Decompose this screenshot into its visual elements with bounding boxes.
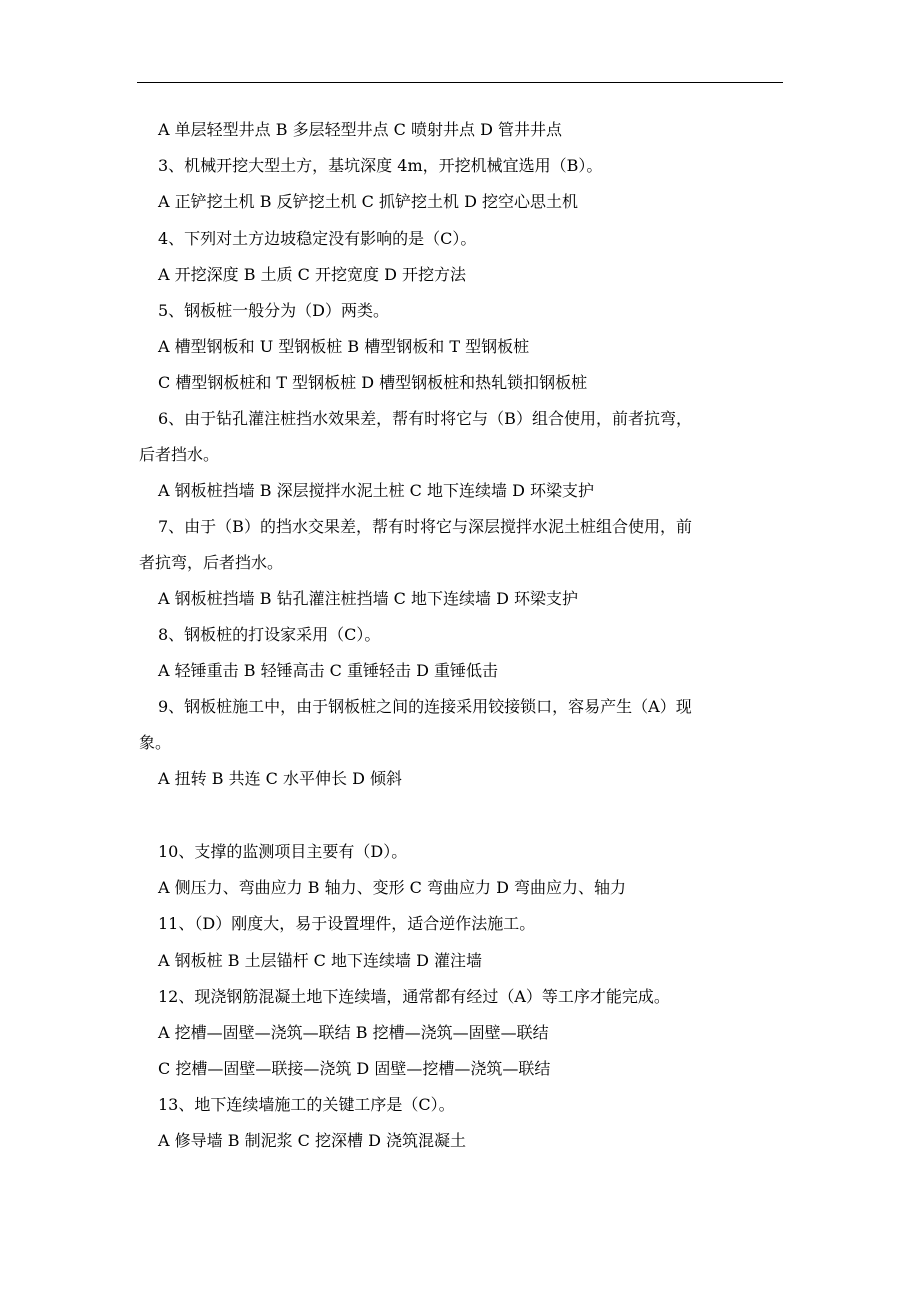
question-9-line-1: 9、钢板桩施工中，由于钢板桩之间的连接采用铰接锁口，容易产生（A）现 bbox=[158, 697, 692, 716]
question-5: 5、钢板桩一般分为（D）两类。 bbox=[158, 301, 390, 320]
answer-options-5b: C 槽型钢板桩和 T 型钢板桩 D 槽型钢板桩和热轧锁扣钢板桩 bbox=[158, 373, 588, 392]
answer-options-3: A 正铲挖土机 B 反铲挖土机 C 抓铲挖土机 D 挖空心思土机 bbox=[158, 192, 578, 211]
answer-options-12a: A 挖槽—固壁—浇筑—联结 B 挖槽—浇筑—固壁—联结 bbox=[158, 1023, 549, 1042]
question-7-line-2: 者抗弯，后者挡水。 bbox=[139, 553, 284, 572]
answer-options-7: A 钢板桩挡墙 B 钻孔灌注桩挡墙 C 地下连续墙 D 环梁支护 bbox=[158, 589, 578, 608]
answer-options-12b: C 挖槽—固壁—联接—浇筑 D 固壁—挖槽—浇筑—联结 bbox=[158, 1059, 551, 1078]
question-12: 12、现浇钢筋混凝土地下连续墙，通常都有经过（A）等工序才能完成。 bbox=[158, 987, 670, 1006]
answer-options-5a: A 槽型钢板和 U 型钢板桩 B 槽型钢板和 T 型钢板桩 bbox=[158, 337, 530, 356]
answer-options-9: A 扭转 B 共连 C 水平伸长 D 倾斜 bbox=[158, 769, 402, 788]
answer-options-2: A 单层轻型井点 B 多层轻型井点 C 喷射井点 D 管井井点 bbox=[158, 120, 562, 139]
answer-options-13: A 修导墙 B 制泥浆 C 挖深槽 D 浇筑混凝土 bbox=[158, 1131, 466, 1150]
answer-options-10: A 侧压力、弯曲应力 B 轴力、变形 C 弯曲应力 D 弯曲应力、轴力 bbox=[158, 878, 626, 897]
question-7-line-1: 7、由于（B）的挡水交果差，帮有时将它与深层搅拌水泥土桩组合使用，前 bbox=[158, 517, 692, 536]
question-8: 8、钢板桩的打设家采用（C）。 bbox=[158, 625, 381, 644]
question-6-line-2: 后者挡水。 bbox=[139, 445, 220, 464]
answer-options-11: A 钢板桩 B 土层锚杆 C 地下连续墙 D 灌注墙 bbox=[158, 951, 482, 970]
question-9-line-2: 象。 bbox=[139, 733, 172, 752]
answer-options-4: A 开挖深度 B 土质 C 开挖宽度 D 开挖方法 bbox=[158, 265, 466, 284]
question-11: 11、（D）刚度大，易于设置埋件，适合逆作法施工。 bbox=[158, 914, 536, 933]
question-10: 10、支撑的监测项目主要有（D）。 bbox=[158, 842, 408, 861]
answer-options-8: A 轻锤重击 B 轻锤高击 C 重锤轻击 D 重锤低击 bbox=[158, 661, 498, 680]
question-4: 4、下列对土方边坡稳定没有影响的是（C）。 bbox=[158, 229, 477, 248]
header-rule bbox=[137, 82, 783, 83]
question-13: 13、地下连续墙施工的关键工序是（C）。 bbox=[158, 1095, 455, 1114]
question-3: 3、机械开挖大型土方，基坑深度 4m，开挖机械宜选用（B）。 bbox=[158, 156, 603, 175]
question-6-line-1: 6、由于钻孔灌注桩挡水效果差，帮有时将它与（B）组合使用，前者抗弯， bbox=[158, 409, 692, 428]
answer-options-6: A 钢板桩挡墙 B 深层搅拌水泥土桩 C 地下连续墙 D 环梁支护 bbox=[158, 481, 594, 500]
